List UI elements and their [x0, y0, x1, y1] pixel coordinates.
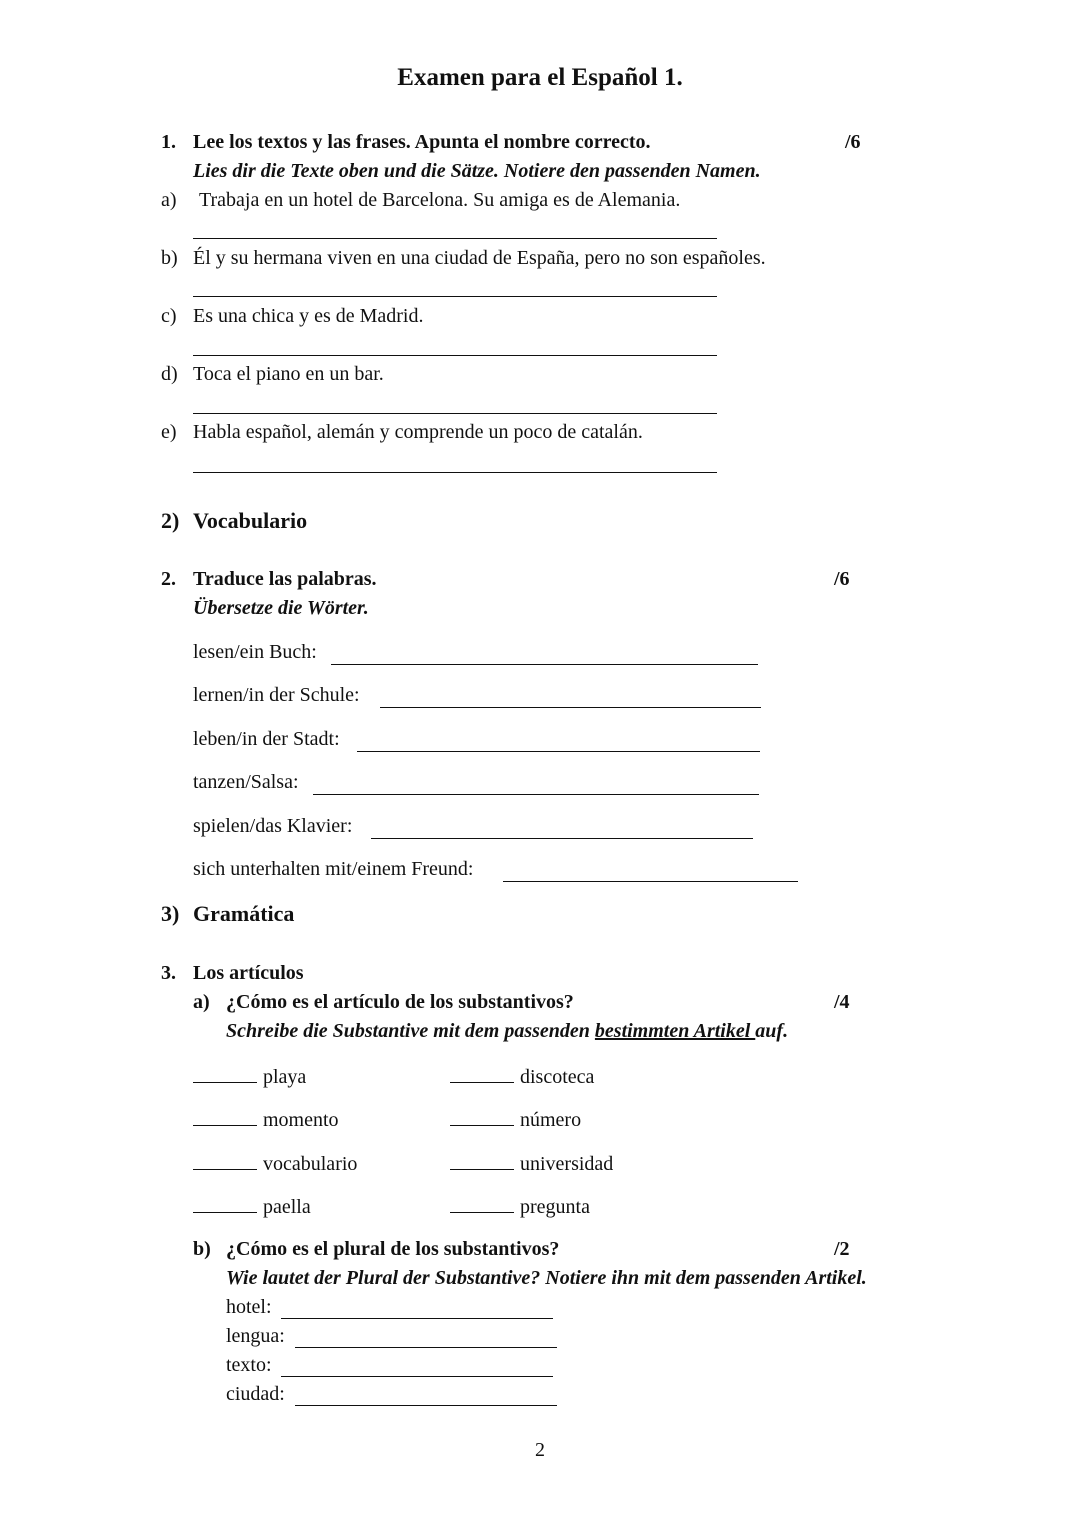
- ex1-item-e-text: Habla español, alemán y comprende un poco de catalán.: [193, 421, 643, 443]
- page-number: 2: [535, 1439, 545, 1461]
- ex3a-left-row-4: [193, 1194, 311, 1219]
- noun-label: momento: [263, 1109, 339, 1131]
- article-blank[interactable]: [450, 1194, 514, 1213]
- article-blank[interactable]: [450, 1151, 514, 1170]
- ex1-answer-line-c[interactable]: [193, 355, 717, 356]
- noun-label: playa: [263, 1066, 307, 1088]
- ex2-instruction-de: Übersetze die Wörter.: [193, 597, 369, 619]
- page-title: Examen para el Español 1.: [397, 64, 683, 91]
- ex1-answer-line-d[interactable]: [193, 413, 717, 414]
- ex3a-left-row-2: [193, 1107, 339, 1132]
- ex3a-instruction-underlined: bestimmten Artikel: [594, 1020, 756, 1042]
- ex2-answer-line-1[interactable]: [331, 664, 758, 665]
- ex1-item-a-text: Trabaja en un hotel de Barcelona. Su amiga es de Alemania.: [199, 189, 681, 211]
- ex3-number: 3.: [161, 962, 176, 984]
- article-blank[interactable]: [193, 1151, 257, 1170]
- ex3b-answer-line-2[interactable]: [295, 1347, 557, 1348]
- ex3a-instruction: [226, 1020, 788, 1043]
- noun-label: universidad: [520, 1153, 614, 1175]
- section-3-number: 3): [161, 901, 180, 926]
- ex1-item-d-text: Toca el piano en un bar.: [193, 363, 384, 385]
- section-2-number: 2): [161, 508, 180, 533]
- ex3b-item-4: ciudad:: [226, 1383, 285, 1405]
- ex3a-left-row-1: [193, 1064, 306, 1089]
- ex3a-right-row-1: [450, 1064, 594, 1089]
- ex2-answer-line-6[interactable]: [503, 881, 798, 882]
- ex3b-answer-line-4[interactable]: [295, 1405, 557, 1406]
- ex1-answer-line-a[interactable]: [193, 238, 717, 239]
- article-blank[interactable]: [450, 1064, 514, 1083]
- ex2-item-4: tanzen/Salsa:: [193, 771, 299, 793]
- ex3b-points: /2: [834, 1238, 850, 1260]
- noun-label: pregunta: [520, 1196, 590, 1218]
- ex3b-instruction: Wie lautet der Plural der Substantive? Notiere ihn mit dem passenden Artikel.: [226, 1267, 867, 1289]
- ex3a-right-row-3: [450, 1151, 613, 1176]
- ex1-item-a-letter: a): [161, 189, 177, 211]
- ex1-answer-line-b[interactable]: [193, 296, 717, 297]
- article-blank[interactable]: [450, 1107, 514, 1126]
- ex2-item-2: lernen/in der Schule:: [193, 684, 360, 706]
- ex2-item-5: spielen/das Klavier:: [193, 815, 353, 837]
- ex1-number: 1.: [161, 131, 176, 153]
- section-3-title: Gramática: [193, 901, 295, 926]
- ex2-answer-line-2[interactable]: [380, 707, 761, 708]
- section-2-title: Vocabulario: [193, 508, 308, 533]
- ex2-answer-line-3[interactable]: [357, 751, 760, 752]
- ex3b-item-2: lengua:: [226, 1325, 285, 1347]
- ex3b-item-3: texto:: [226, 1354, 272, 1376]
- ex3a-points: /4: [834, 991, 850, 1013]
- ex3-title: Los artículos: [193, 962, 304, 984]
- ex1-item-b-letter: b): [161, 247, 178, 269]
- ex2-instruction-es: Traduce las palabras.: [193, 568, 377, 590]
- ex1-answer-line-e[interactable]: [193, 472, 717, 473]
- ex2-item-3: leben/in der Stadt:: [193, 728, 340, 750]
- ex3a-left-row-3: [193, 1151, 357, 1176]
- article-blank[interactable]: [193, 1194, 257, 1213]
- ex1-item-b-text: Él y su hermana viven en una ciudad de España, pero no son españoles.: [193, 247, 766, 269]
- ex2-points: /6: [834, 568, 850, 590]
- article-blank[interactable]: [193, 1107, 257, 1126]
- ex3a-letter: a): [193, 991, 210, 1013]
- ex3a-instruction-pre: Schreibe die Substantive mit dem passenden: [226, 1020, 595, 1042]
- article-blank[interactable]: [193, 1064, 257, 1083]
- noun-label: paella: [263, 1196, 311, 1218]
- ex1-item-d-letter: d): [161, 363, 178, 385]
- ex1-item-c-letter: c): [161, 305, 177, 327]
- ex3b-answer-line-3[interactable]: [281, 1376, 553, 1377]
- ex2-item-1: lesen/ein Buch:: [193, 641, 317, 663]
- noun-label: número: [520, 1109, 582, 1131]
- ex3a-instruction-post: auf.: [755, 1020, 789, 1042]
- ex1-instruction-es: Lee los textos y las frases. Apunta el nombre correcto.: [193, 131, 651, 153]
- ex3b-letter: b): [193, 1238, 211, 1260]
- ex2-item-6: sich unterhalten mit/einem Freund:: [193, 858, 474, 880]
- ex3b-question: ¿Cómo es el plural de los substantivos?: [226, 1238, 560, 1260]
- ex3a-right-row-4: [450, 1194, 590, 1219]
- ex1-points: /6: [845, 131, 861, 153]
- ex3a-question: ¿Cómo es el artículo de los substantivos?: [226, 991, 574, 1013]
- ex2-answer-line-5[interactable]: [371, 838, 753, 839]
- ex1-instruction-de: Lies dir die Texte oben und die Sätze. Notiere den passenden Namen.: [193, 160, 761, 182]
- noun-label: vocabulario: [263, 1153, 358, 1175]
- ex2-answer-line-4[interactable]: [313, 794, 759, 795]
- ex2-number: 2.: [161, 568, 176, 590]
- ex3b-answer-line-1[interactable]: [281, 1318, 553, 1319]
- ex3b-item-1: hotel:: [226, 1296, 272, 1318]
- noun-label: discoteca: [520, 1066, 595, 1088]
- ex3a-right-row-2: [450, 1107, 581, 1132]
- ex1-item-c-text: Es una chica y es de Madrid.: [193, 305, 424, 327]
- ex1-item-e-letter: e): [161, 421, 177, 443]
